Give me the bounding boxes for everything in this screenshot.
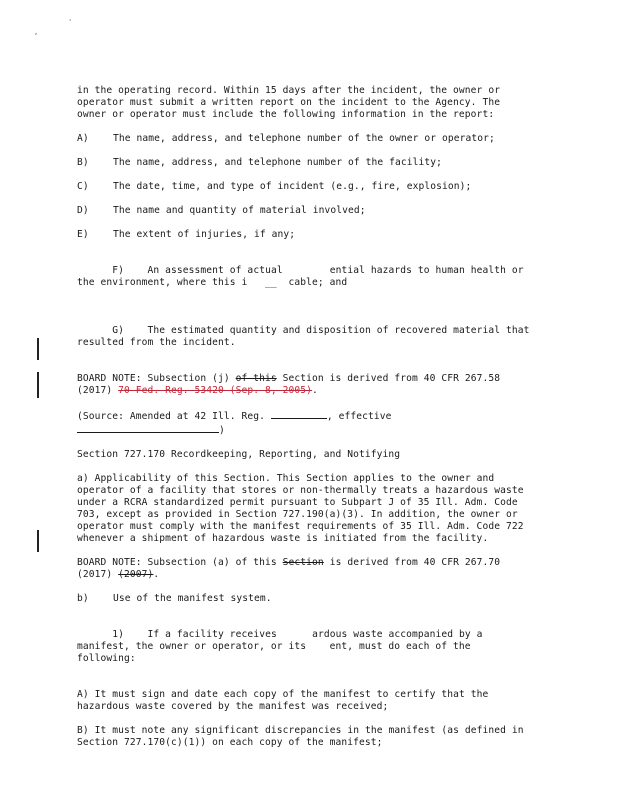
item-label: C) (77, 181, 89, 192)
intro-paragraph: in the operating record. Within 15 days after the incident, the owner or operator must submit a written report on the incident to the Agency. The owner or operator must include the following information in the report: (77, 85, 501, 120)
deleted-text: Section (282, 557, 324, 568)
item-text: The extent of injuries, if any; (113, 229, 296, 240)
item-text: The estimated quantity and disposition of recovered material that resulted from the incident. (77, 325, 536, 348)
report-item-b (77, 157, 532, 169)
item-label: A) (77, 133, 89, 144)
speck-2: ' (68, 18, 73, 26)
paragraph-b1b (77, 725, 532, 749)
item-label: D) (77, 205, 89, 216)
para-text: Use of the manifest system. (113, 593, 272, 604)
item-label: E) (77, 229, 89, 240)
document-body (77, 85, 536, 749)
item-label: G) (112, 325, 125, 336)
board-note-suffix: . (153, 569, 160, 580)
report-item-c (77, 181, 532, 193)
para-label: a) (77, 473, 89, 484)
item-text: The name, address, and telephone number of the owner or operator; (113, 133, 495, 144)
register-blank (271, 409, 327, 419)
source-close: ) (219, 425, 225, 436)
deleted-citation: (2007) (118, 569, 154, 580)
change-bar-3 (37, 530, 39, 552)
item-text: The date, time, and type of incident (e.g., fire, explosion); (113, 181, 472, 192)
para-text: Applicability of this Section. This Section applies to the owner and operator of a facility that stores or non-thermally treats a hazardous waste under a RCRA standardized permit pursuant to Subpart J of 35 Ill. Adm. Code 703, except as provided in Section 727.190(a)(3). In addition, the owner or operator must comply with the manifest requirements of 35 Ill. Adm. Code 722 whenever a shipment of hazardous waste is initiated from the facility. (77, 473, 524, 544)
board-note-1 (77, 373, 532, 397)
change-bar-1 (37, 338, 39, 360)
deleted-citation: 70 Fed. Reg. 53420 (Sep. 8, 2005) (118, 385, 313, 396)
section-heading: Section 727.170 Recordkeeping, Reporting, and Notifying (77, 449, 401, 460)
item-text: An assessment of actual ential hazards to human health or the environment, where this i __ cable; and (77, 265, 530, 288)
item-text: The name and quantity of material involved; (113, 205, 366, 216)
speck-1: , (34, 28, 39, 36)
para-label: B) (77, 725, 89, 736)
item-text: The name, address, and telephone number of the facility; (113, 157, 443, 168)
change-bar-2 (37, 372, 39, 398)
para-label: A) (77, 689, 89, 700)
board-note-mid: Section is derived from 40 CFR 267.58 (2017) (77, 373, 501, 396)
board-note-prefix: BOARD NOTE: Subsection (a) of this (77, 557, 283, 568)
source-effective: , effective (326, 411, 392, 422)
para-text: It must note any significant discrepancies in the manifest (as defined in Section 727.170(c)(1)) on each copy of the manifest; (77, 725, 524, 748)
item-label: F) (112, 265, 125, 276)
report-item-d (77, 205, 532, 217)
board-note-prefix: BOARD NOTE: Subsection (j) (77, 373, 236, 384)
paragraph-a (77, 473, 532, 545)
para-text: It must sign and date each copy of the manifest to certify that the hazardous waste covered by the manifest was received; (77, 689, 489, 712)
effective-date-blank (77, 423, 219, 433)
para-text: If a facility receives ardous waste accompanied by a manifest, the owner or operator, or its ent, must do each of the following: (77, 629, 489, 664)
source-text: (Source: Amended at 42 Ill. Reg. (77, 411, 271, 422)
item-label: B) (77, 157, 89, 168)
para-label: b) (77, 593, 89, 604)
report-item-e (77, 229, 532, 241)
board-note-mid: is derived from 40 CFR 267.70 (2017) (77, 557, 501, 580)
source-note (77, 409, 532, 437)
report-item-f (77, 253, 532, 301)
board-note-suffix: . (312, 385, 318, 396)
board-note-2 (77, 557, 532, 581)
report-item-g (77, 313, 536, 361)
paragraph-b (77, 593, 532, 605)
deleted-text: of this (235, 373, 277, 384)
paragraph-b1a (77, 689, 532, 713)
para-label: 1) (112, 629, 125, 640)
report-item-a (77, 133, 532, 145)
paragraph-b1 (77, 617, 532, 677)
